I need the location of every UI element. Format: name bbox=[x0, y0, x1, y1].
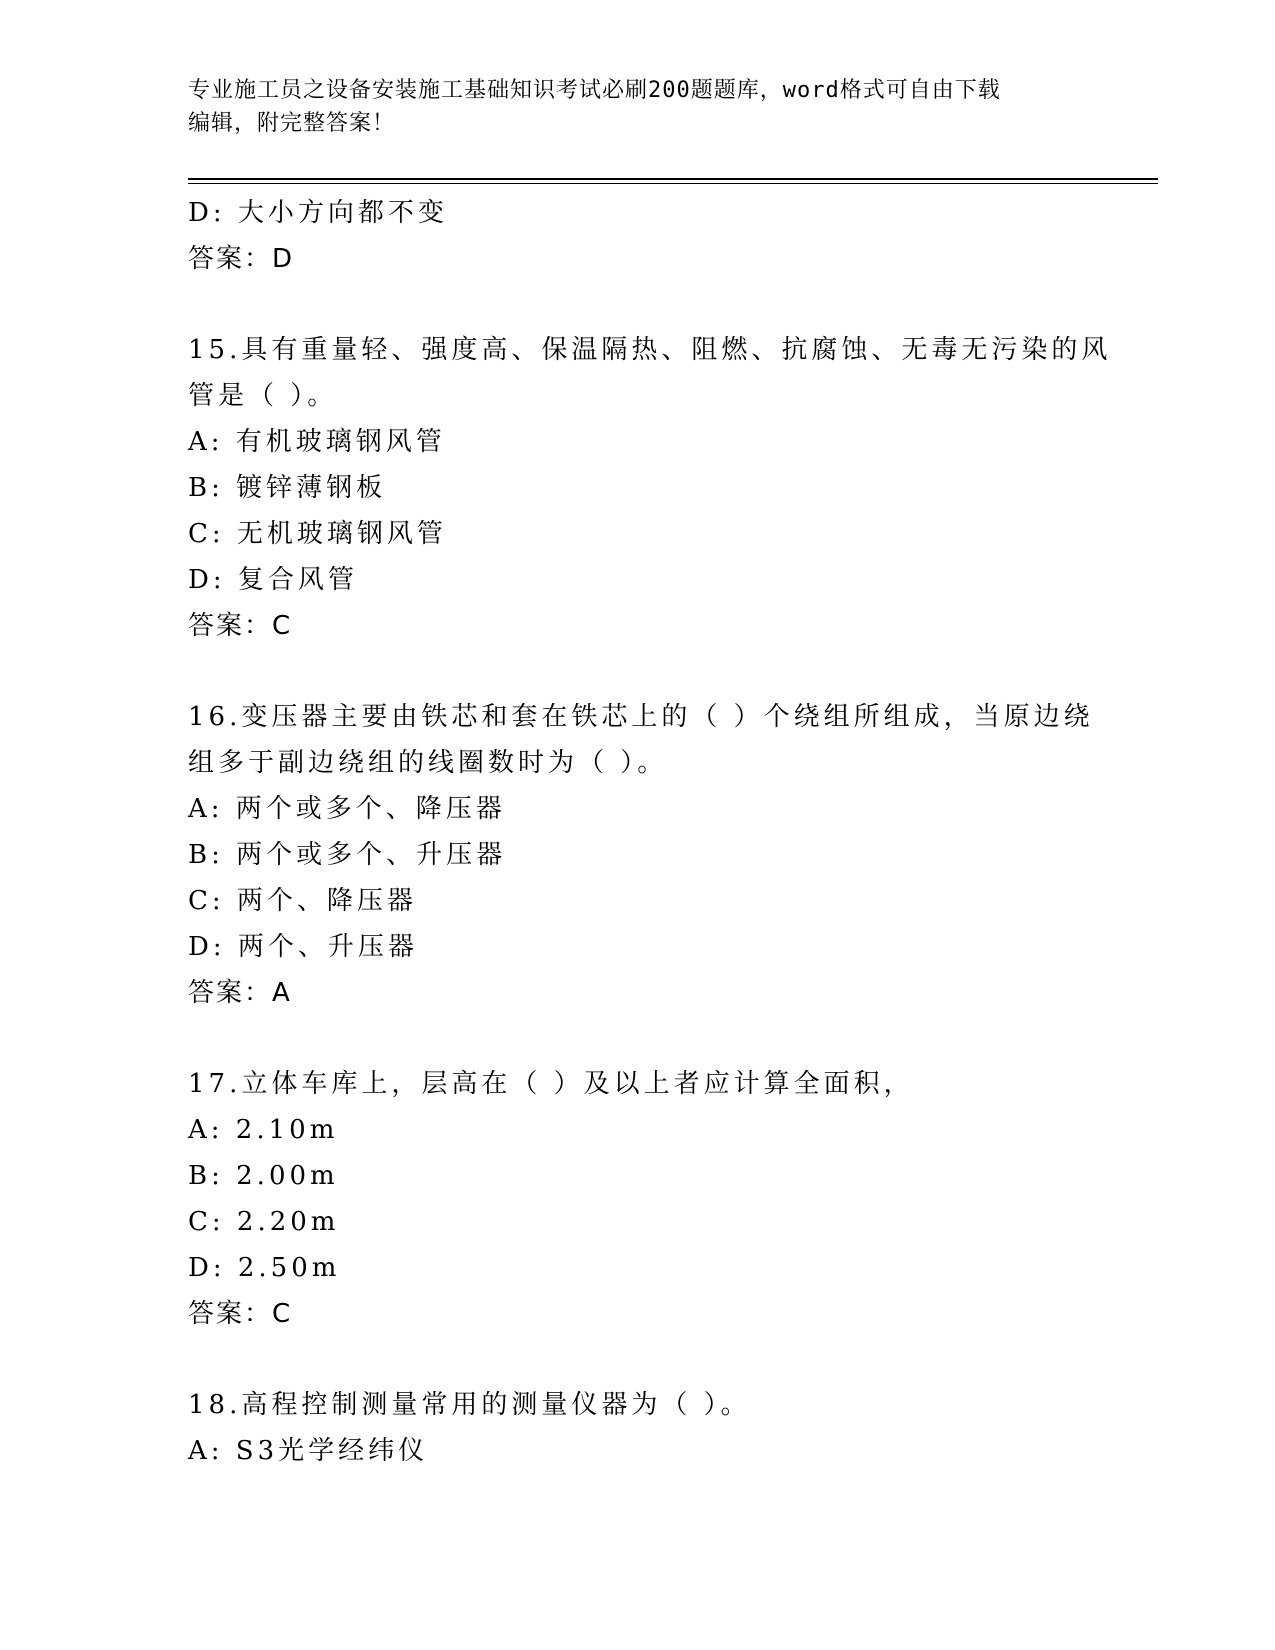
answer: 答案：A bbox=[188, 978, 292, 1008]
option-a: A: 2.10m bbox=[188, 1115, 339, 1145]
question-17 bbox=[188, 1061, 1088, 1337]
header-divider-thin bbox=[188, 183, 1158, 184]
answer: 答案：C bbox=[188, 1299, 293, 1329]
question-15 bbox=[188, 327, 1112, 649]
option-b: B: 两个或多个、升压器 bbox=[188, 840, 507, 870]
prev-option-d: D: 大小方向都不变 bbox=[188, 198, 448, 228]
question-stem-cont: 管是（ ）。 bbox=[188, 381, 338, 411]
option-b: B: 2.00m bbox=[188, 1161, 339, 1191]
spacer bbox=[188, 649, 1088, 694]
header-divider-thick bbox=[188, 178, 1158, 180]
option-c: C: 两个、降压器 bbox=[188, 886, 417, 916]
option-a: A: S3光学经纬仪 bbox=[188, 1436, 429, 1466]
header-line-2: 编辑，附完整答案！ bbox=[188, 111, 396, 136]
option-c: C: 无机玻璃钢风管 bbox=[188, 519, 447, 549]
header-line-1: 专业施工员之设备安装施工基础知识考试必刷200题题库，word格式可自由下载 bbox=[188, 78, 1001, 103]
question-stem: 17.立体车库上，层高在（ ）及以上者应计算全面积， bbox=[188, 1069, 914, 1099]
question-18 bbox=[188, 1382, 1088, 1474]
question-stem: 18.高程控制测量常用的测量仪器为（ ）。 bbox=[188, 1390, 751, 1420]
spacer bbox=[188, 1337, 1088, 1382]
question-16 bbox=[188, 694, 1094, 1016]
option-d: D: 2.50m bbox=[188, 1253, 341, 1283]
question-stem: 16.变压器主要由铁芯和套在铁芯上的（ ）个绕组所组成，当原边绕 bbox=[188, 702, 1094, 732]
question-stem-cont: 组多于副边绕组的线圈数时为（ ）。 bbox=[188, 748, 668, 778]
question-stem: 15.具有重量轻、强度高、保温隔热、阻燃、抗腐蚀、无毒无污染的风 bbox=[188, 335, 1112, 365]
option-c: C: 2.20m bbox=[188, 1207, 340, 1237]
option-a: A: 两个或多个、降压器 bbox=[188, 794, 506, 824]
answer: 答案：C bbox=[188, 611, 293, 641]
option-d: D: 两个、升压器 bbox=[188, 932, 418, 962]
prev-answer: 答案：D bbox=[188, 244, 295, 274]
option-b: B: 镀锌薄钢板 bbox=[188, 473, 387, 503]
spacer bbox=[188, 282, 1088, 327]
spacer bbox=[188, 1016, 1088, 1061]
question-list bbox=[188, 190, 1112, 1474]
option-d: D: 复合风管 bbox=[188, 565, 358, 595]
option-a: A: 有机玻璃钢风管 bbox=[188, 427, 446, 457]
document-header bbox=[188, 74, 1068, 140]
